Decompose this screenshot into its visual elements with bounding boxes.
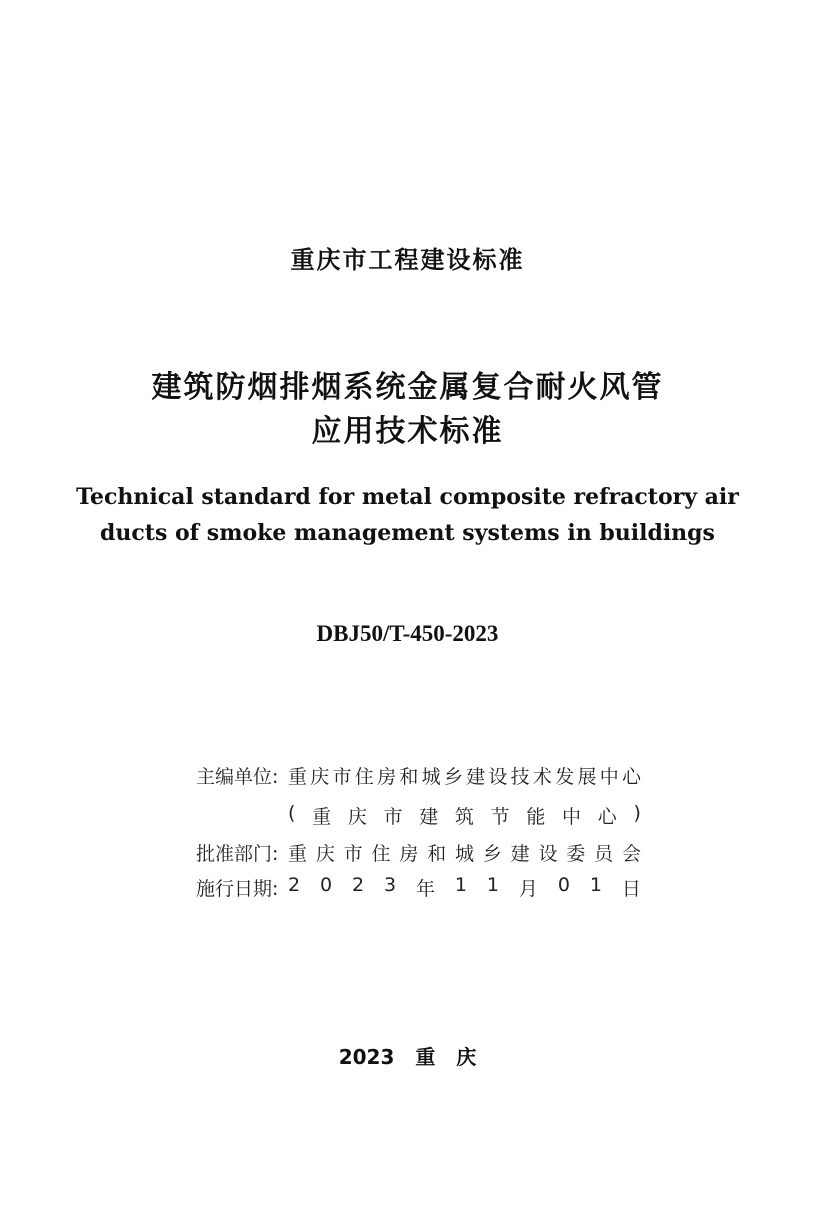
chinese-title-line-2: 应用技术标准 <box>311 414 504 449</box>
date-value: 2 0 2 3 年 1 1 月 0 1 日 <box>288 873 641 900</box>
english-title-line-1: Technical standard for metal composite refractory air <box>76 484 739 510</box>
editor-sub-row <box>196 801 641 829</box>
date-row <box>196 873 641 901</box>
editor-value: 重 庆 市 住 房 和 城 乡 建 设 技 术 发 展 中 心 <box>288 765 641 788</box>
approver-row <box>196 838 641 866</box>
editor-label: 主编单位: <box>196 765 279 788</box>
editor-sub-value: ( 重 庆 市 建 筑 节 能 中 心 ) <box>288 801 641 828</box>
standard-code: DBJ50/T-450-2023 <box>316 621 499 646</box>
standard-series-title: 重庆市工程建设标准 <box>290 246 525 274</box>
date-label: 施行日期: <box>196 877 279 900</box>
english-title-line-2: ducts of smoke management systems in buildings <box>100 520 715 546</box>
chinese-title-line-1: 建筑防烟排烟系统金属复合耐火风管 <box>151 370 664 405</box>
approver-label: 批准部门: <box>196 842 279 865</box>
publication-year-place: 2023 重 庆 <box>338 1045 477 1069</box>
approver-value: 重 庆 市 住 房 和 城 乡 建 设 委 员 会 <box>288 842 641 865</box>
editor-row <box>196 761 641 789</box>
